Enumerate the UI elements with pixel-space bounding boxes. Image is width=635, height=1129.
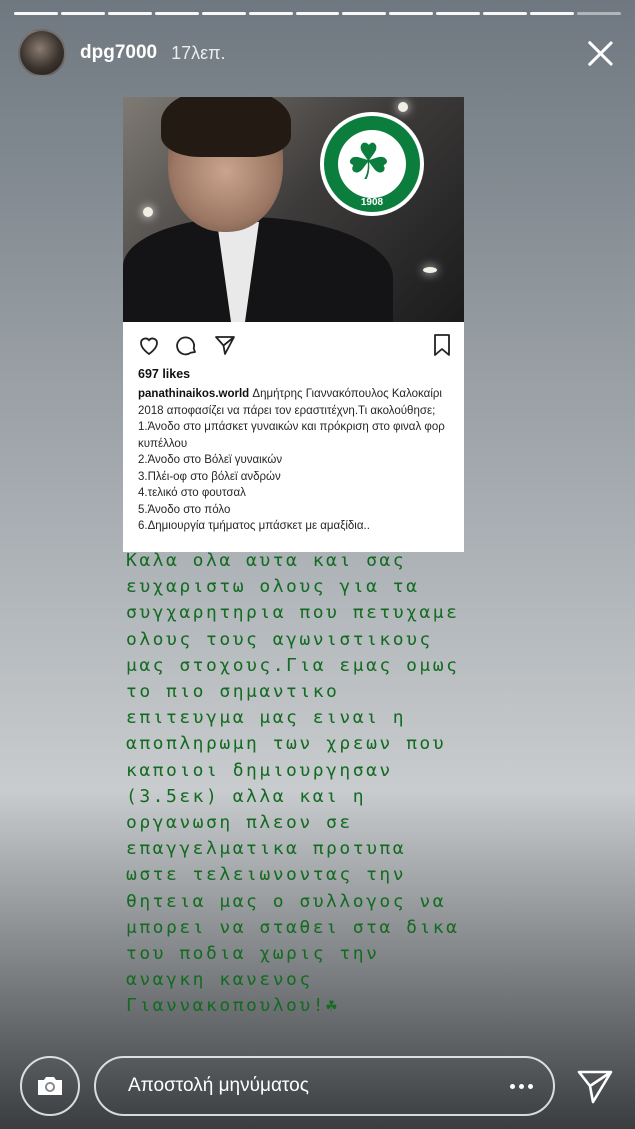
story-text-line: ωστε τελειωνοντας την <box>126 864 407 886</box>
progress-segment <box>389 12 433 15</box>
caption-line: Δημήτρης Γιαννακόπουλος Καλοκαίρι 2018 αποφασίζει να πάρει τον εραστιτέχνη.Τι ακολούθησε; <box>138 388 442 417</box>
story-text-line: Γιαννακοπουλου!☘ <box>126 995 340 1017</box>
story-text-line: μας στοχους.Για εμας ομως <box>126 654 460 676</box>
message-field[interactable] <box>94 1056 555 1116</box>
story-text-line: θητεια μας ο συλλογος να <box>126 890 447 912</box>
progress-segment <box>61 12 105 15</box>
story-text-line: ευχαριστω ολους για τα <box>126 576 420 598</box>
timestamp: 17λεπ. <box>171 42 226 63</box>
story-text-line: μπορει να σταθει στα δικα <box>126 916 460 938</box>
embedded-post-screenshot <box>123 97 464 552</box>
story-text-line: αποπληρωμη των χρεων που <box>126 733 447 755</box>
club-logo <box>320 112 424 216</box>
progress-segment <box>296 12 340 15</box>
story-progress-bar <box>14 12 621 15</box>
post-photo <box>123 97 464 322</box>
stadium-light <box>398 102 408 112</box>
stadium-light <box>423 267 437 273</box>
progress-segment <box>436 12 480 15</box>
clover-icon: ☘ <box>346 134 391 190</box>
story-text-line: οργανωση πλεον σε <box>126 812 353 834</box>
progress-segment <box>14 12 58 15</box>
post-caption <box>138 386 452 535</box>
stadium-light <box>143 207 153 217</box>
caption-line: 5.Άνοδο στο πόλο <box>138 503 231 516</box>
story-text-line: Καλα ολα αυτα και σας <box>126 550 407 571</box>
progress-segment <box>530 12 574 15</box>
caption-account: panathinaikos.world <box>138 388 250 400</box>
post-actions <box>137 333 454 357</box>
caption-first-line <box>138 386 452 419</box>
story-text-line: το πιο σημαντικο <box>126 681 340 703</box>
more-dots-icon[interactable] <box>510 1084 533 1089</box>
story-text <box>126 548 596 1020</box>
username[interactable]: dpg7000 <box>80 42 158 63</box>
story-text-line: αναγκη κανενος <box>126 969 313 991</box>
camera-button[interactable] <box>20 1056 80 1116</box>
story-text-line: συγχαρητηρια που πετυχαμε <box>126 602 460 624</box>
story-text-line: καποιοι δημιουργησαν <box>126 759 393 781</box>
caption-line: 4.τελικό στο φουτσαλ <box>138 487 246 499</box>
progress-segment <box>483 12 527 15</box>
avatar[interactable] <box>18 29 66 77</box>
send-icon[interactable] <box>575 1066 615 1106</box>
camera-icon <box>35 1074 65 1098</box>
progress-segment <box>342 12 386 15</box>
logo-year: 1908 <box>360 197 384 208</box>
heart-icon <box>137 333 161 357</box>
story-text-line: επιτευγμα μας ειναι η <box>126 707 407 729</box>
caption-line: 3.Πλέι-οφ στο βόλεϊ ανδρών <box>138 470 281 483</box>
progress-segment <box>155 12 199 15</box>
story-header <box>18 28 617 78</box>
likes-count: 697 likes <box>138 367 191 381</box>
caption-line: 1.Άνοδο στο μπάσκετ γυναικών και πρόκριση στο φιναλ φορ κυπέλλου <box>138 421 445 450</box>
story-text-line: (3.5εκ) αλλα και η <box>126 785 367 807</box>
story-text-line: ολους τους αγωνιστικους <box>126 628 433 650</box>
story-text-line: του ποδια χωρις την <box>126 943 380 965</box>
reply-bar <box>20 1056 615 1116</box>
person-jacket <box>123 217 393 322</box>
progress-segment <box>108 12 152 15</box>
progress-segment <box>249 12 293 15</box>
logo-inner <box>338 130 406 198</box>
close-icon[interactable] <box>583 36 617 70</box>
caption-line: 6.Δημιουργία τμήματος μπάσκετ με αμαξίδια.. <box>138 520 370 532</box>
story-text-line: επαγγελματικα προτυπα <box>126 838 407 860</box>
progress-segment <box>577 12 621 15</box>
caption-line: 2.Άνοδο στο Βόλεϊ γυναικών <box>138 454 283 466</box>
message-input[interactable] <box>126 1074 510 1098</box>
share-icon <box>213 333 237 357</box>
comment-icon <box>175 333 199 357</box>
bookmark-icon <box>430 333 454 357</box>
progress-segment <box>202 12 246 15</box>
person-hair <box>161 97 291 157</box>
